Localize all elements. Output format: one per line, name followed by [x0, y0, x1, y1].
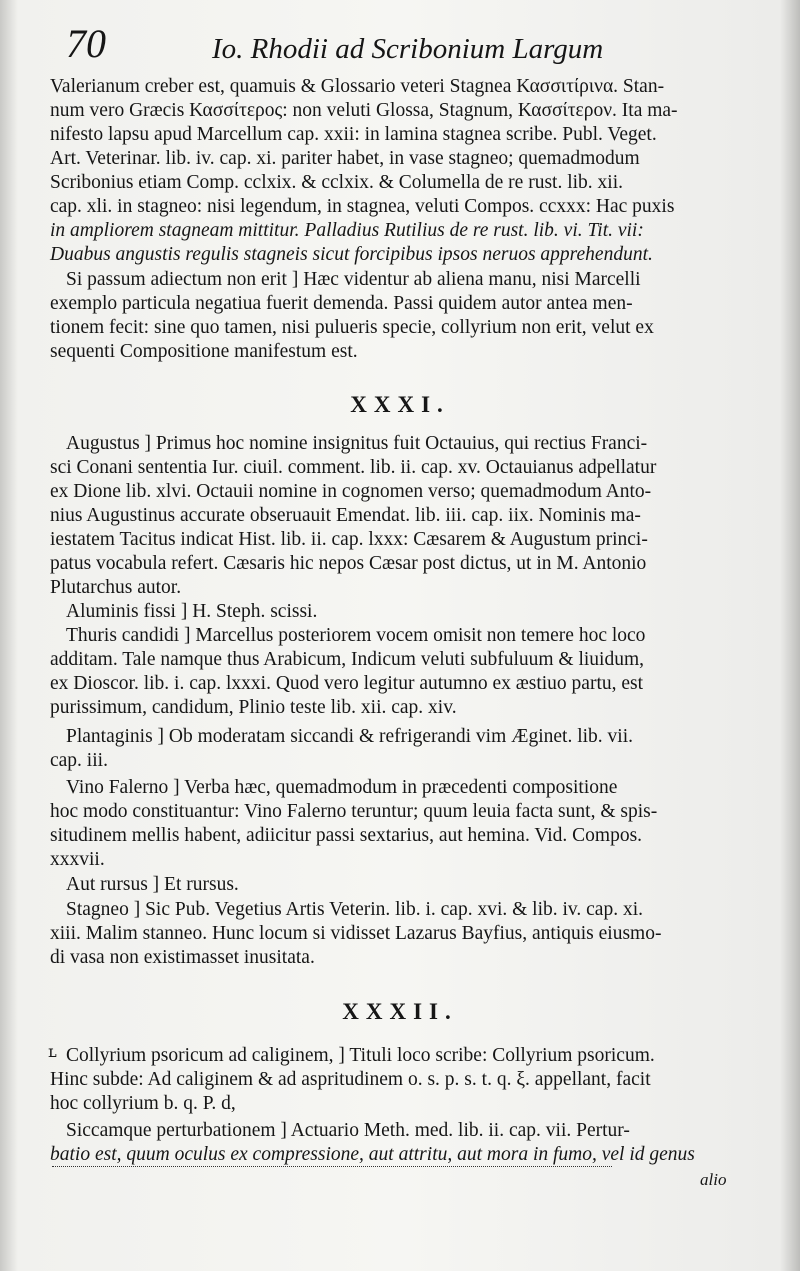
text-line: batio est, quum oculus ex compressione, aut attritu, aut mora in fumo, vel id genus [50, 1144, 695, 1165]
text-line: situdinem mellis habent, adiicitur passi sextarius, aut hemina. Vid. Compos. [50, 825, 643, 846]
text-line: Plantaginis ] Ob moderatam siccandi & refrigerandi vim Æginet. lib. vii. [66, 726, 633, 747]
text-line: patus vocabula refert. Cæsaris hic nepos Cæsar post dictus, ut in M. Antonio [50, 553, 647, 574]
text-line: xxxvii. [50, 849, 105, 870]
text-line: xiii. Malim stanneo. Hunc locum si vidisset Lazarus Bayfius, antiquis eiusmo- [50, 923, 662, 944]
text-line: Stagneo ] Sic Pub. Vegetius Artis Veterin. lib. i. cap. xvi. & lib. iv. cap. xi. [66, 899, 644, 920]
text-line: Valerianum creber est, quamuis & Glossario veteri Stagnea Κασσιτίρινα. Stan- [50, 76, 665, 97]
marginal-mark: ʟ [48, 1042, 57, 1061]
text-line: Siccamque perturbationem ] Actuario Meth. med. lib. ii. cap. vii. Pertur- [66, 1120, 630, 1141]
text-line: ex Dioscor. lib. i. cap. lxxxi. Quod vero legitur autumno ex æstiuo partu, est [50, 673, 644, 694]
text-line: hoc modo constituantur: Vino Falerno teruntur; quum leuia facta sunt, & spis- [50, 801, 658, 822]
text-line: Scribonius etiam Comp. cclxix. & cclxix. & Columella de re rust. lib. xii. [50, 172, 623, 193]
text-line: Art. Veterinar. lib. iv. cap. xi. pariter habet, in vase stagneo; quemadmodum [50, 148, 640, 169]
text-line: in ampliorem stagneam mittitur. Palladius Rutilius de re rust. lib. vi. Tit. vii: [50, 220, 644, 241]
text-line: Collyrium psoricum ad caliginem, ] Tituli loco scribe: Collyrium psoricum. [66, 1045, 655, 1066]
text-line: nifesto lapsu apud Marcellum cap. xxii: in lamina stagnea scribe. Publ. Veget. [50, 124, 657, 145]
text-line: Thuris candidi ] Marcellus posteriorem vocem omisit non temere hoc loco [66, 625, 646, 646]
text-line: Duabus angustis regulis stagneis sicut forcipibus ipsos neruos apprehendunt. [50, 244, 653, 265]
text-line: nius Augustinus accurate obseruauit Emendat. lib. iii. cap. iix. Nominis ma- [50, 505, 641, 526]
page-number: 70 [66, 21, 106, 66]
text-line: di vasa non existimasset inusitata. [50, 947, 315, 968]
text-line: Si passum adiectum non erit ] Hæc videntur ab aliena manu, nisi Marcelli [66, 269, 641, 290]
running-title: Io. Rhodii ad Scribonium Largum [212, 33, 604, 65]
text-line: Aluminis fissi ] H. Steph. scissi. [66, 601, 318, 622]
text-line: Hinc subde: Ad caliginem & ad aspritudinem o. s. p. s. t. q. ξ. appellant, facit [50, 1069, 651, 1090]
text-line: purissimum, candidum, Plinio teste lib. xii. cap. xiv. [50, 697, 457, 718]
text-line: Plutarchus autor. [50, 577, 182, 598]
catchword: alio [700, 1170, 727, 1189]
text-line: num vero Græcis Κασσίτερος: non veluti Glossa, Stagnum, Κασσίτερον. Ita ma- [50, 100, 678, 121]
text-line: Aut rursus ] Et rursus. [66, 874, 239, 895]
text-line: ex Dione lib. xlvi. Octauii nomine in cognomen verso; quemadmodum Anto- [50, 481, 652, 502]
text-line: cap. xli. in stagneo: nisi legendum, in stagnea, veluti Compos. ccxxx: Hac puxis [50, 196, 675, 217]
text-line: hoc collyrium b. q. P. d, [50, 1093, 236, 1114]
text-line: sequenti Compositione manifestum est. [50, 341, 358, 362]
text-line: iestatem Tacitus indicat Hist. lib. ii. cap. lxxx: Cæsarem & Augustum princi- [50, 529, 648, 550]
text-line: exemplo particula negatiua fuerit demenda. Passi quidem autor antea men- [50, 293, 633, 314]
text-line: additam. Tale namque thus Arabicum, Indicum veluti subfuluum & liuidum, [50, 649, 645, 670]
text-line: Vino Falerno ] Verba hæc, quemadmodum in præcedenti compositione [66, 777, 618, 798]
text-line: Augustus ] Primus hoc nomine insignitus fuit Octauius, qui rectius Franci- [66, 433, 648, 454]
section-heading: XXXI. [350, 392, 450, 417]
text-line: tionem fecit: sine quo tamen, nisi pulueris specie, collyrium non erit, velut ex [50, 317, 654, 338]
text-line: sci Conani sententia Iur. ciuil. comment. lib. ii. cap. xv. Octauianus adpellatur [50, 457, 657, 478]
text-line: cap. iii. [50, 750, 108, 771]
handwritten-underline [52, 1166, 612, 1167]
section-heading: XXXII. [342, 999, 458, 1024]
